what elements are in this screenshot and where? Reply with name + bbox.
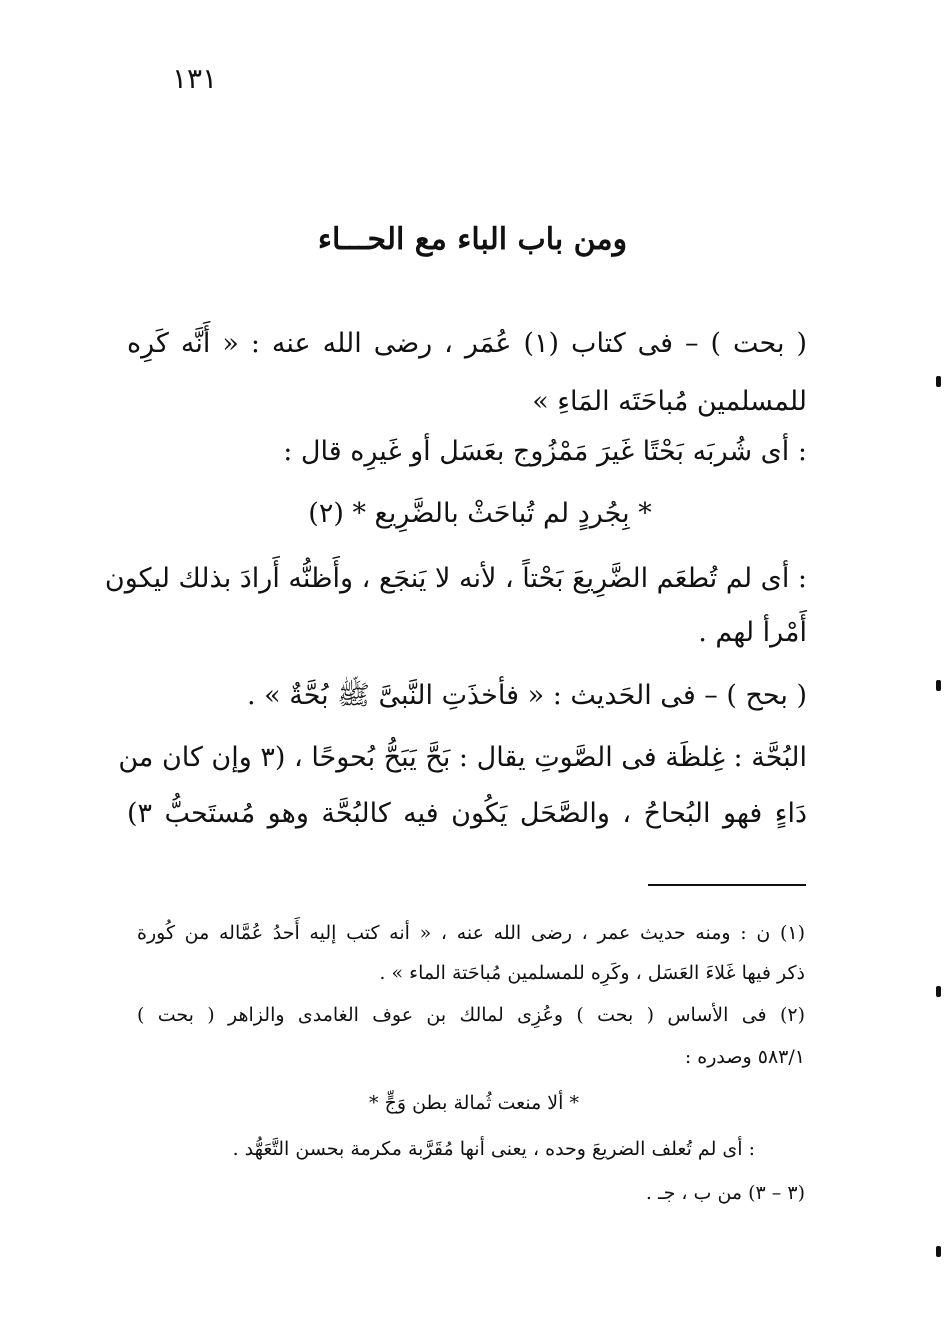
body-line-4-verse: * بِجُردٍ لم تُباحَثْ بالضَّرِيع * (٢) <box>308 498 652 529</box>
chapter-title: ومن باب الباء مع الحـــاء <box>317 222 628 257</box>
body-line-5: : أى لم تُطعَم الضَّرِيعَ بَحْتاً ، لأنه لا يَنجَع ، وأَظنُّه أَرادَ بذلك ليكون <box>104 563 807 594</box>
footnote-line-4: ٥٨٣/١ وصدره : <box>684 1046 805 1068</box>
body-line-7: ( بحح ) – فى الحَديث : « فأخذَتِ النَّبىَّ ﷺ بُحَّةٌ » . <box>247 680 807 711</box>
footnote-line-6: : أى لم تُعلف الضريعَ وحده ، يعنى أنها مُقَرَّبة مكرمة بحسن التَّعَهُّد . <box>232 1138 755 1160</box>
scan-margin-mark <box>936 376 941 387</box>
body-line-9: دَاءٍ فهو البُحاحُ ، والصَّحَل يَكُون فيه كالبُحَّة وهو مُستَحبُّ ٣) <box>127 798 807 829</box>
scan-margin-mark <box>936 986 941 997</box>
footnote-line-5-verse: * ألا منعت ثُمالة بطن وَجٍّ * <box>369 1092 579 1114</box>
scan-margin-mark <box>936 1246 941 1257</box>
footnote-line-2: ذكر فيها غَلاءَ العَسَل ، وكَرِه للمسلمين مُباحَتة الماء » . <box>379 962 805 984</box>
page-number: ١٣١ <box>172 62 218 95</box>
body-line-2: للمسلمين مُباحَتَه المَاءِ » <box>532 386 807 417</box>
body-line-6: أَمْرأ لهم . <box>698 617 807 648</box>
body-line-1: ( بحت ) – فى كتاب (١) عُمَر ، رضى الله عنه : « أَنَّه كَرِه <box>127 328 808 359</box>
body-line-8: البُحَّة : غِلظَة فى الصَّوتِ يقال : بَحَّ يَبَحُّ بُحوحًا ، (٣ وإن كان من <box>118 742 807 773</box>
footnote-line-1: (١) ن : ومنه حديث عمر ، رضى الله عنه ، « أنه كتب إليه أَحدُ عُمَّاله من كُورة <box>137 922 805 944</box>
footnote-line-3: (٢) فى الأساس ( بحت ) وعُزِى لمالك بن عوف الغامدى والزاهر ( بحت ) <box>137 1004 805 1026</box>
footnote-line-7: (٣ – ٣) من ب ، جـ . <box>645 1182 805 1204</box>
scan-margin-mark <box>936 680 941 691</box>
footnote-separator <box>648 884 806 886</box>
body-line-3: : أى شُربَه بَحْتًا غَيرَ مَمْزُوج بعَسَل أو غَيرِه قال : <box>283 436 807 467</box>
